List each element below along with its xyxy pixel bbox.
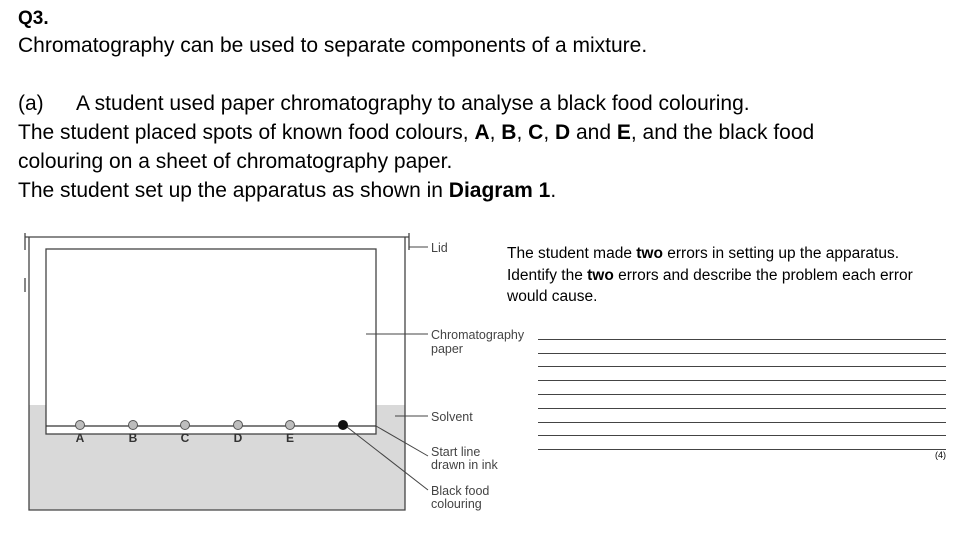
text: The student placed spots of known food colours, bbox=[18, 121, 475, 144]
instructions bbox=[507, 243, 947, 308]
spot-b bbox=[129, 421, 138, 430]
answer-line[interactable] bbox=[538, 423, 946, 437]
text: The student set up the apparatus as shown in bbox=[18, 179, 449, 202]
lid-label: Lid bbox=[431, 241, 448, 255]
start-line-label: Start line bbox=[431, 445, 481, 459]
spot-label-a: A bbox=[75, 431, 85, 445]
part-a-line bbox=[18, 92, 750, 116]
answer-line[interactable] bbox=[538, 409, 946, 423]
answer-line[interactable] bbox=[538, 367, 946, 381]
comma: , bbox=[543, 121, 555, 144]
spot-label-d: D bbox=[233, 431, 243, 445]
answer-line[interactable] bbox=[538, 340, 946, 354]
answer-line[interactable] bbox=[538, 381, 946, 395]
text: , and the black food bbox=[630, 121, 815, 144]
answer-line[interactable] bbox=[538, 395, 946, 409]
spot-c bbox=[181, 421, 190, 430]
colour-e: E bbox=[616, 121, 631, 144]
instruction-1 bbox=[507, 243, 947, 265]
colour-b: B bbox=[501, 121, 517, 144]
diagram-ref: Diagram 1 bbox=[448, 179, 551, 202]
answer-line[interactable] bbox=[538, 326, 946, 340]
black-colouring-label: Black food bbox=[431, 484, 490, 498]
colour-a: A bbox=[474, 121, 490, 144]
text: The student made bbox=[507, 245, 637, 262]
chromatography-paper bbox=[46, 249, 376, 434]
start-line-label: drawn in ink bbox=[431, 458, 498, 472]
instruction-2 bbox=[507, 265, 947, 308]
answer-area[interactable] bbox=[538, 326, 946, 450]
part-text: A student used paper chromatography to analyse a black food colouring. bbox=[76, 92, 750, 115]
spots-line bbox=[18, 121, 814, 145]
black-colouring-label: colouring bbox=[431, 497, 482, 511]
text: and bbox=[570, 121, 617, 144]
comma: , bbox=[516, 121, 529, 144]
spot-label-b: B bbox=[128, 431, 138, 445]
emphasis: two bbox=[587, 266, 614, 284]
text: errors in setting up the apparatus. bbox=[662, 245, 900, 262]
black-spot bbox=[338, 420, 348, 430]
solvent-label: Solvent bbox=[431, 410, 473, 424]
spot-a bbox=[76, 421, 85, 430]
spot-label-e: E bbox=[285, 431, 295, 445]
colour-c: C bbox=[528, 121, 544, 144]
text: Identify the bbox=[507, 266, 588, 284]
marks: (4) bbox=[935, 450, 946, 460]
chromatography-diagram bbox=[0, 225, 540, 525]
spot-d bbox=[234, 421, 243, 430]
comma: , bbox=[489, 121, 502, 144]
question-intro: Chromatography can be used to separate components of a mixture. bbox=[18, 34, 648, 57]
paper-label: Chromatography bbox=[431, 328, 525, 342]
part-label: (a) bbox=[18, 92, 44, 115]
paper-label: paper bbox=[431, 342, 463, 356]
spot-e bbox=[286, 421, 295, 430]
text: errors and describe the problem each error would cause. bbox=[507, 266, 913, 305]
answer-line[interactable] bbox=[538, 436, 946, 450]
text: . bbox=[550, 179, 557, 202]
colour-d: D bbox=[554, 121, 571, 144]
diagram-ref-line bbox=[18, 179, 556, 203]
question-number: Q3. bbox=[18, 8, 49, 29]
spot-label-c: C bbox=[180, 431, 190, 445]
paper-line: colouring on a sheet of chromatography paper. bbox=[18, 150, 453, 173]
emphasis: two bbox=[636, 245, 663, 262]
answer-line[interactable] bbox=[538, 354, 946, 368]
